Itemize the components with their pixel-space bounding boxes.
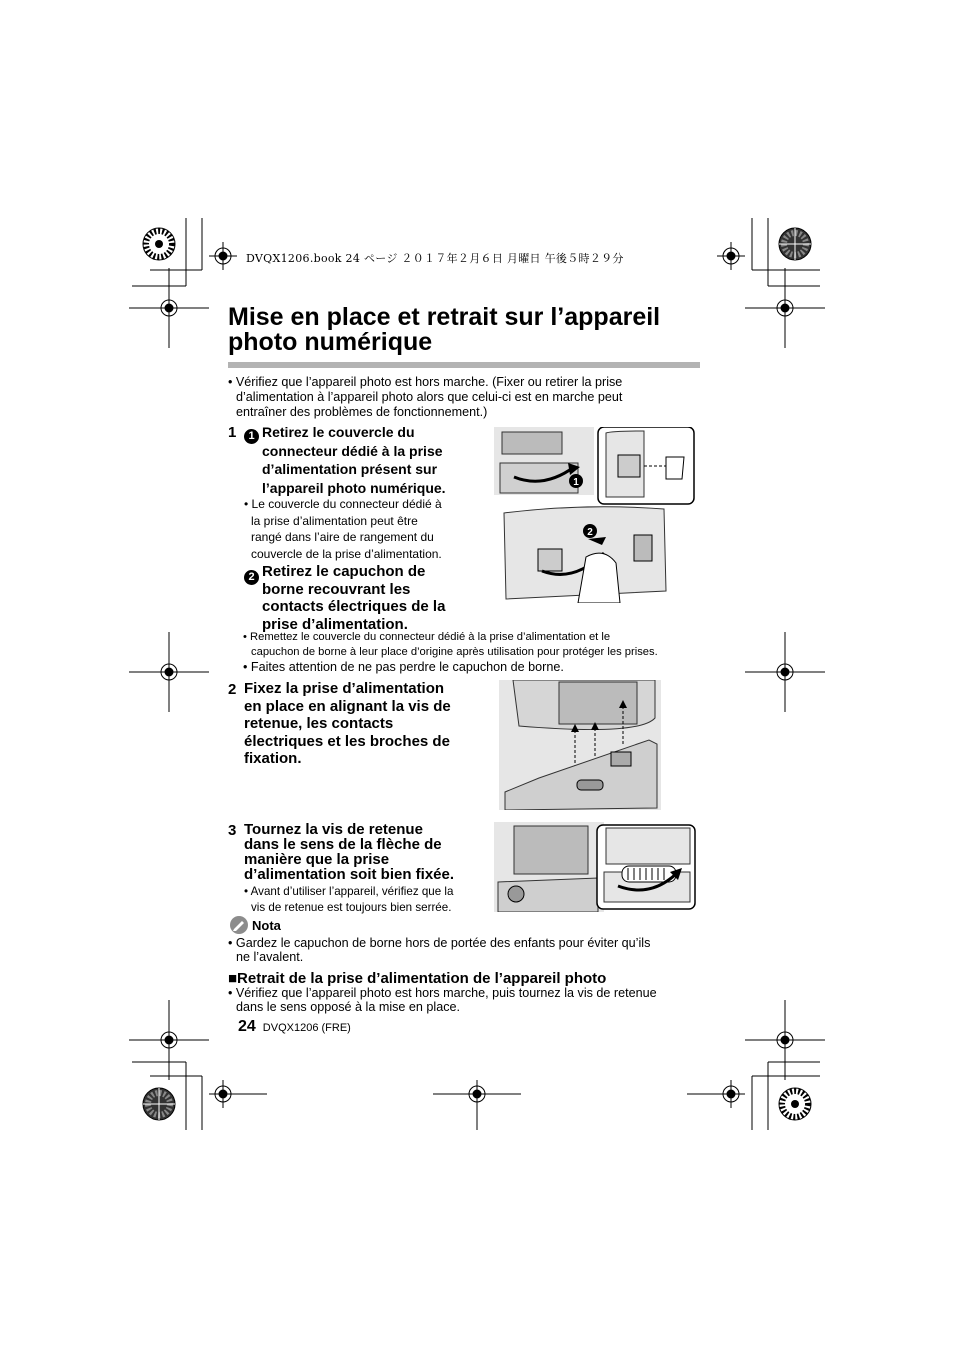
note-line: • Avant d’utiliser l’appareil, vérifiez que la — [244, 885, 454, 898]
instruction-line: d’alimentation soit bien fixée. — [244, 866, 455, 883]
instruction-line: électriques et les broches de — [244, 732, 450, 750]
illustration-remove-cover — [494, 427, 698, 603]
removal-line: dans le sens opposé à la mise en place. — [236, 999, 461, 1014]
illustration-attach-grip — [499, 680, 661, 810]
note-line: couvercle de la prise d’alimentation. — [251, 546, 442, 561]
instruction-line: Retirez le capuchon de — [262, 563, 426, 580]
step-3-number: 3 — [228, 822, 237, 839]
step-2-number: 2 — [228, 681, 237, 698]
page-title-line2: photo numérique — [228, 328, 433, 356]
note-line: la prise d’alimentation peut être — [251, 513, 418, 528]
document-code: DVQX1206 (FRE) — [262, 1022, 351, 1034]
nota-heading — [229, 915, 281, 935]
instruction-line: en place en alignant la vis de — [244, 697, 451, 715]
instruction-line: Fixez la prise d’alimentation — [244, 680, 445, 697]
pencil-note-icon — [229, 915, 249, 935]
instruction-line: Retirez le couvercle du — [262, 424, 415, 440]
nota-text — [228, 937, 708, 964]
intro-line: entraîner des problèmes de fonctionnement.) — [236, 405, 488, 419]
page-title-line1: Mise en place et retrait sur l’appareil — [228, 303, 661, 331]
instruction-line: borne recouvrant les — [262, 580, 411, 598]
instruction-line: manière que la prise — [244, 851, 390, 868]
instruction-line: contacts électriques de la — [262, 598, 446, 615]
note-line: capuchon de borne à leur place d’origine après utilisation pour protéger les prises. — [251, 646, 658, 658]
step-2-instruction — [244, 680, 451, 768]
removal-line: • Vérifiez que l’appareil photo est hors marche, puis tournez la vis de retenue — [228, 986, 657, 1000]
step-3-instruction — [244, 822, 454, 882]
step-1b-notes — [243, 630, 658, 675]
illus-badge-2: 2 — [587, 527, 593, 538]
intro-line: d’alimentation à l’appareil photo alors que celui-ci est en marche peut — [236, 390, 623, 404]
illustration-tighten-screw — [494, 822, 698, 912]
step-1a-instruction — [262, 423, 446, 497]
note-line: • Le couvercle du connecteur dédié à — [244, 497, 442, 511]
instruction-line: Tournez la vis de retenue — [244, 821, 423, 838]
note-line: rangé dans l’aire de rangement du — [251, 530, 434, 544]
step-3-note — [244, 884, 453, 916]
intro-note — [228, 375, 698, 420]
page-footer — [238, 1018, 351, 1036]
badge-2: 2 — [244, 570, 259, 585]
instruction-line: l’appareil photo numérique. — [262, 479, 446, 496]
nota-line: • Gardez le capuchon de borne hors de portée des enfants pour éviter qu’ils — [228, 936, 651, 950]
note-line: • Faites attention de ne pas perdre le capuchon de borne. — [243, 660, 564, 674]
step-1-number: 1 — [228, 424, 237, 441]
instruction-line: prise d’alimentation. — [262, 615, 408, 633]
removal-text — [228, 987, 708, 1014]
step-1a-note — [244, 496, 479, 562]
note-line: • Remettez le couvercle du connecteur dédié à la prise d’alimentation et le — [243, 631, 611, 643]
page-number: 24 — [238, 1018, 256, 1035]
nota-label: Nota — [252, 917, 281, 933]
badge-1: 1 — [244, 429, 259, 444]
instruction-line: fixation. — [244, 750, 302, 767]
page-title — [228, 305, 708, 355]
title-rule — [228, 362, 700, 368]
instruction-line: retenue, les contacts — [244, 715, 394, 732]
removal-heading: ■Retrait de la prise d’alimentation de l’appareil photo — [228, 970, 607, 987]
nota-line: ne l’avalent. — [236, 949, 304, 964]
intro-line: • Vérifiez que l’appareil photo est hors marche. (Fixer ou retirer la prise — [228, 375, 623, 389]
instruction-line: d’alimentation présent sur — [262, 461, 438, 477]
instruction-line: dans le sens de la flèche de — [244, 836, 442, 853]
step-1b-badge — [244, 565, 259, 585]
step-1b-instruction — [262, 563, 445, 633]
note-line: vis de retenue est toujours bien serrée. — [251, 901, 452, 914]
instruction-line: connecteur dédié à la prise — [262, 442, 443, 459]
step-1a-badge — [244, 424, 259, 444]
print-header: DVQX1206.book 24 ページ ２０１７年２月６日 月曜日 午後５時２９分 — [246, 252, 624, 265]
illus-badge-1: 1 — [573, 477, 579, 488]
